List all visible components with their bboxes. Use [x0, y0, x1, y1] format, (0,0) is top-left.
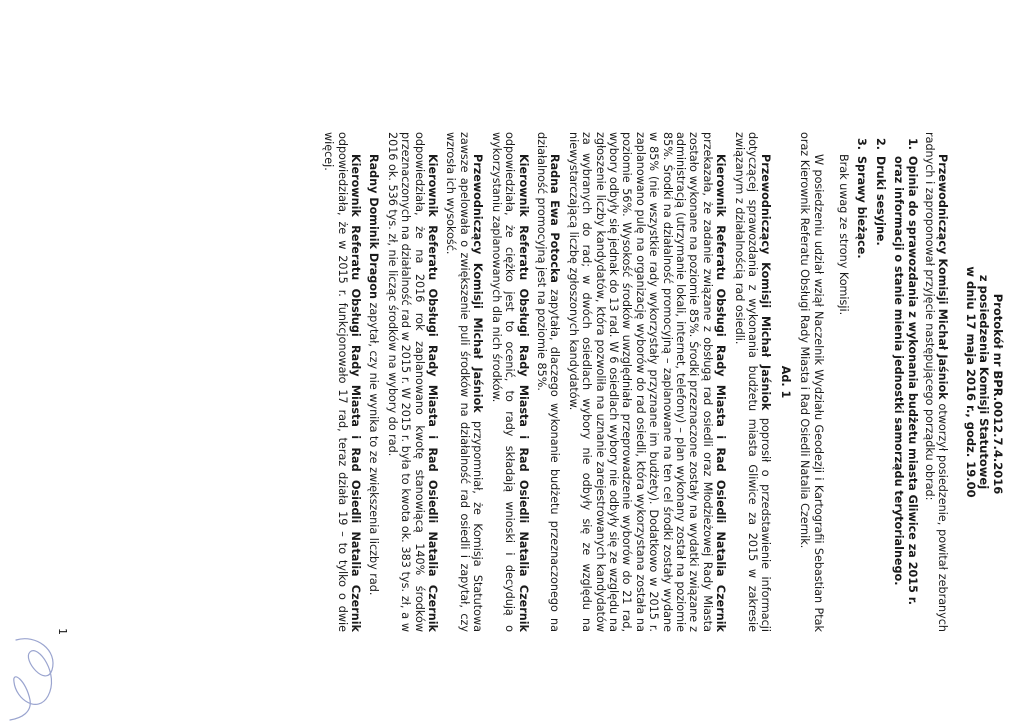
document-body — [317, 132, 1004, 632]
paragraph-8 — [322, 132, 362, 632]
ad-1-heading: Ad. 1 — [778, 365, 792, 399]
paragraph-1 — [732, 132, 772, 632]
no-remarks-paragraph: Brak uwag ze strony Komisji. — [837, 154, 851, 316]
statement: zapytała, dlaczego wykonanie budżetu przeznaczonego na działalność promocyjną jest na poziomie 85%. — [534, 132, 562, 633]
page-number: 1 — [56, 628, 69, 635]
paragraph-6 — [385, 132, 439, 632]
paragraph-3 — [535, 132, 562, 632]
attendance-paragraph: W posiedzeniu udział wziął Naczelnik Wydziału Geodezji i Kartografii Sebastian Ptak oraz Kierownik Referatu Obsługi Rady Miasta i Rad Osiedli Natalia Czernik. — [798, 132, 825, 632]
speaker: Przewodniczący Komisji Michał Jaśniok — [759, 154, 773, 411]
agenda-item-2 — [873, 138, 886, 632]
agenda-item-text: Sprawy bieżące. — [855, 156, 869, 259]
speaker: Kierownik Referatu Obsługi Rady Miasta i Rad Osiedli Natalia Czernik — [516, 154, 530, 632]
statement: odpowiedziała, że ciężko jest to ocenić, to rady składają wnioski i decydują o wykorzystaniu zaplanowanych dla nich środków. — [489, 132, 517, 632]
meeting-name: z posiedzenia Komisji Statutowej — [977, 274, 992, 490]
statement: odpowiedziała, że w 2015 r. funkcjonowało 17 rad, teraz działa 19 – to tylko o dwie więcej. — [322, 132, 349, 632]
speaker: Kierownik Referatu Obsługi Rady Miasta i Rad Osiedli Natalia Czernik — [714, 154, 728, 632]
paragraph-4 — [489, 132, 529, 632]
protocol-title: Protokół nr BPR.0012.7.4.2016 — [991, 293, 1005, 495]
agenda-item-text: Druki sesyjne. — [873, 156, 887, 246]
speaker: Radna Ewa Potocka — [548, 154, 562, 283]
speaker: Kierownik Referatu Obsługi Rady Miasta i Rad Osiedli Natalia Czernik — [426, 154, 440, 632]
statement: poprosił o przedstawienie informacji dotyczącej sprawozdania z wykonania budżetu miasta Gliwice za 2015 w zakresie związanym z działalnością rad osiedli. — [732, 132, 773, 632]
statement: przekazała, że zadanie związane z obsługą rad osiedli oraz Młodzieżowej Rady Miasta zostało wykonane na poziomie 85%. Środki przeznaczone zostały na wydatki związane z administracją (utrzymanie lokali, internet, telefony) – plan wykonany został na poziomie 85%. Środki na działalność promocyjną – zaplanowane na ten cel środki zostały wydane w 85% (nie wszystkie rady wykorzystały przyznane im budżety). Dodatkowo w 2015 r. zaplanowano pulę na organizację wyborów do rad osiedli, która wykorzystana została na poziomie 56%. Wysokość środków uwzględniała przeprowadzenie wyborów do 21 rad, wybory odbyły się jednak do 13 rad. W 6 osiedlach wybory nie odbyły się ze względu na zgłoszenie liczby kandydatów, która pozwoliła na uznanie zarejestrowanych kandydatów za wybranych do rad; w dwóch osiedlach wybory nie odbyły się ze względu na niewystarczającą liczbę zgłoszonych kandydatów. — [566, 132, 714, 632]
signature-scribble — [2, 630, 66, 726]
speaker: Przewodniczący Komisji Michał Jaśniok — [471, 154, 485, 413]
statement: przypomniał, że Komisja Statutowa zawsze apelowała o zwiększenie puli środków na działalność rad osiedli i zapytał, czy wzrosła ich wysokość. — [444, 132, 485, 632]
speaker: Radny Dominik Dragon — [367, 154, 381, 299]
intro-paragraph — [923, 132, 950, 632]
agenda-item-3 — [855, 138, 868, 632]
speaker: Kierownik Referatu Obsługi Rady Miasta i Rad Osiedli Natalia Czernik — [349, 154, 363, 632]
intro-text: otworzył posiedzenie, powitał zebranych radnych i zaproponował przyjęcie następującego porządku obrad: — [923, 132, 950, 632]
agenda-item-text: Opinia do sprawozdania z wykonania budżetu miasta Gliwice za 2015 r. oraz informacji o stanie mienia jednostki samorządu terytorialnego. — [892, 156, 919, 605]
agenda-item-num: 3. — [855, 138, 869, 151]
paragraph-5 — [444, 132, 484, 632]
agenda-item-num: 1. — [905, 138, 919, 151]
paragraph-2 — [566, 132, 727, 632]
agenda-item-num: 2. — [873, 138, 887, 151]
agenda-item-1 — [892, 138, 919, 632]
statement: zapytał, czy nie wynika to ze zwiększenia liczby rad. — [367, 298, 381, 596]
meeting-date: w dniu 17 maja 2016 r., godz. 19.00 — [964, 266, 978, 498]
intro-speaker: Przewodniczący Komisji Michał Jaśniok — [936, 154, 950, 400]
paragraph-7 — [367, 132, 380, 632]
statement: odpowiedziała, że na 2016 rok zaplanowano kwotę stanowiącą 140% środków przeznaczonych na działalność rad w 2015 r. W 2015 r. była to kwota ok. 383 tys. zł, a w 2016 ok. 536 tys. zł, nie licząc środków na wybory do rad. — [385, 132, 426, 632]
